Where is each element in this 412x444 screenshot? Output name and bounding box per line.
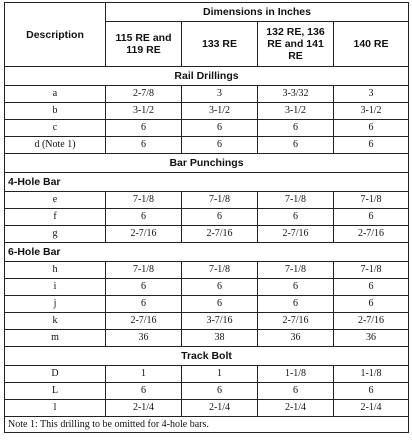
value-cell: 6 xyxy=(182,383,258,400)
description-header: Description xyxy=(5,3,106,67)
table-row xyxy=(5,296,409,313)
value-cell: 7-1/8 xyxy=(334,192,409,209)
subsection-4-hole-bar-row xyxy=(5,173,409,192)
section-track-bolt-row xyxy=(5,347,409,366)
table-row xyxy=(5,226,409,243)
value-cell: 6 xyxy=(334,209,409,226)
value-cell: 6 xyxy=(182,137,258,154)
row-label: j xyxy=(5,296,106,313)
row-label: a xyxy=(5,86,106,103)
value-cell: 6 xyxy=(334,279,409,296)
section-bar-punchings: Bar Punchings xyxy=(5,154,409,173)
column-header-140: 140 RE xyxy=(334,22,409,67)
dimensions-table xyxy=(4,2,409,433)
table-row xyxy=(5,209,409,226)
value-cell: 3-1/2 xyxy=(106,103,182,120)
column-header-133: 133 RE xyxy=(182,22,258,67)
table-row xyxy=(5,400,409,417)
row-label: k xyxy=(5,313,106,330)
value-cell: 7-1/8 xyxy=(182,262,258,279)
value-cell: 3-1/2 xyxy=(258,103,334,120)
value-cell: 2-7/16 xyxy=(334,313,409,330)
value-cell: 6 xyxy=(258,279,334,296)
row-label: m xyxy=(5,330,106,347)
value-cell: 1 xyxy=(106,366,182,383)
value-cell: 7-1/8 xyxy=(182,192,258,209)
value-cell: 7-1/8 xyxy=(334,262,409,279)
value-cell: 6 xyxy=(182,279,258,296)
row-label: L xyxy=(5,383,106,400)
section-track-bolt: Track Bolt xyxy=(5,347,409,366)
table-row xyxy=(5,366,409,383)
value-cell: 6 xyxy=(334,137,409,154)
value-cell: 2-7/16 xyxy=(182,226,258,243)
value-cell: 3-1/2 xyxy=(334,103,409,120)
table-body xyxy=(5,3,409,433)
row-label: c xyxy=(5,120,106,137)
value-cell: 6 xyxy=(334,296,409,313)
row-label: l xyxy=(5,400,106,417)
subsection-6-hole-bar: 6-Hole Bar xyxy=(5,243,409,262)
value-cell: 36 xyxy=(258,330,334,347)
table-row xyxy=(5,137,409,154)
value-cell: 1-1/8 xyxy=(334,366,409,383)
row-label: h xyxy=(5,262,106,279)
value-cell: 6 xyxy=(106,137,182,154)
table-row xyxy=(5,262,409,279)
dimensions-header: Dimensions in Inches xyxy=(106,3,409,22)
value-cell: 6 xyxy=(106,120,182,137)
subsection-6-hole-bar-row xyxy=(5,243,409,262)
value-cell: 6 xyxy=(106,383,182,400)
value-cell: 7-1/8 xyxy=(258,262,334,279)
value-cell: 6 xyxy=(258,209,334,226)
column-header-115-119: 115 RE and 119 RE xyxy=(106,22,182,67)
row-label: d (Note 1) xyxy=(5,137,106,154)
value-cell: 2-7/16 xyxy=(334,226,409,243)
value-cell: 2-7/16 xyxy=(106,226,182,243)
value-cell: 1 xyxy=(182,366,258,383)
subsection-4-hole-bar: 4-Hole Bar xyxy=(5,173,409,192)
table-row xyxy=(5,330,409,347)
row-label: D xyxy=(5,366,106,383)
value-cell: 6 xyxy=(258,383,334,400)
value-cell: 2-7/8 xyxy=(106,86,182,103)
value-cell: 36 xyxy=(334,330,409,347)
table-row xyxy=(5,313,409,330)
value-cell: 6 xyxy=(182,209,258,226)
value-cell: 7-1/8 xyxy=(106,192,182,209)
value-cell: 6 xyxy=(334,120,409,137)
value-cell: 3 xyxy=(334,86,409,103)
value-cell: 2-7/16 xyxy=(106,313,182,330)
value-cell: 1-1/8 xyxy=(258,366,334,383)
header-row-top xyxy=(5,3,409,22)
value-cell: 6 xyxy=(106,209,182,226)
row-label: g xyxy=(5,226,106,243)
column-header-132-136-141: 132 RE, 136 RE and 141 RE xyxy=(258,22,334,67)
table-row xyxy=(5,86,409,103)
value-cell: 2-7/16 xyxy=(258,313,334,330)
value-cell: 38 xyxy=(182,330,258,347)
value-cell: 36 xyxy=(106,330,182,347)
value-cell: 6 xyxy=(106,279,182,296)
table-row xyxy=(5,192,409,209)
value-cell: 6 xyxy=(182,296,258,313)
value-cell: 3-3/32 xyxy=(258,86,334,103)
value-cell: 2-7/16 xyxy=(258,226,334,243)
section-rail-drillings-row xyxy=(5,67,409,86)
table-row xyxy=(5,120,409,137)
footnote-row xyxy=(5,417,409,433)
value-cell: 6 xyxy=(334,383,409,400)
value-cell: 3-7/16 xyxy=(182,313,258,330)
value-cell: 2-1/4 xyxy=(182,400,258,417)
value-cell: 6 xyxy=(258,137,334,154)
value-cell: 7-1/8 xyxy=(106,262,182,279)
row-label: e xyxy=(5,192,106,209)
value-cell: 2-1/4 xyxy=(106,400,182,417)
table-row xyxy=(5,103,409,120)
table-row xyxy=(5,383,409,400)
section-bar-punchings-row xyxy=(5,154,409,173)
table-row xyxy=(5,279,409,296)
section-rail-drillings: Rail Drillings xyxy=(5,67,409,86)
value-cell: 6 xyxy=(258,296,334,313)
footnote: Note 1: This drilling to be omitted for 4-hole bars. xyxy=(5,417,409,433)
value-cell: 3 xyxy=(182,86,258,103)
value-cell: 6 xyxy=(258,120,334,137)
value-cell: 6 xyxy=(106,296,182,313)
row-label: b xyxy=(5,103,106,120)
row-label: f xyxy=(5,209,106,226)
row-label: i xyxy=(5,279,106,296)
value-cell: 7-1/8 xyxy=(258,192,334,209)
value-cell: 6 xyxy=(182,120,258,137)
value-cell: 2-1/4 xyxy=(258,400,334,417)
value-cell: 3-1/2 xyxy=(182,103,258,120)
value-cell: 2-1/4 xyxy=(334,400,409,417)
